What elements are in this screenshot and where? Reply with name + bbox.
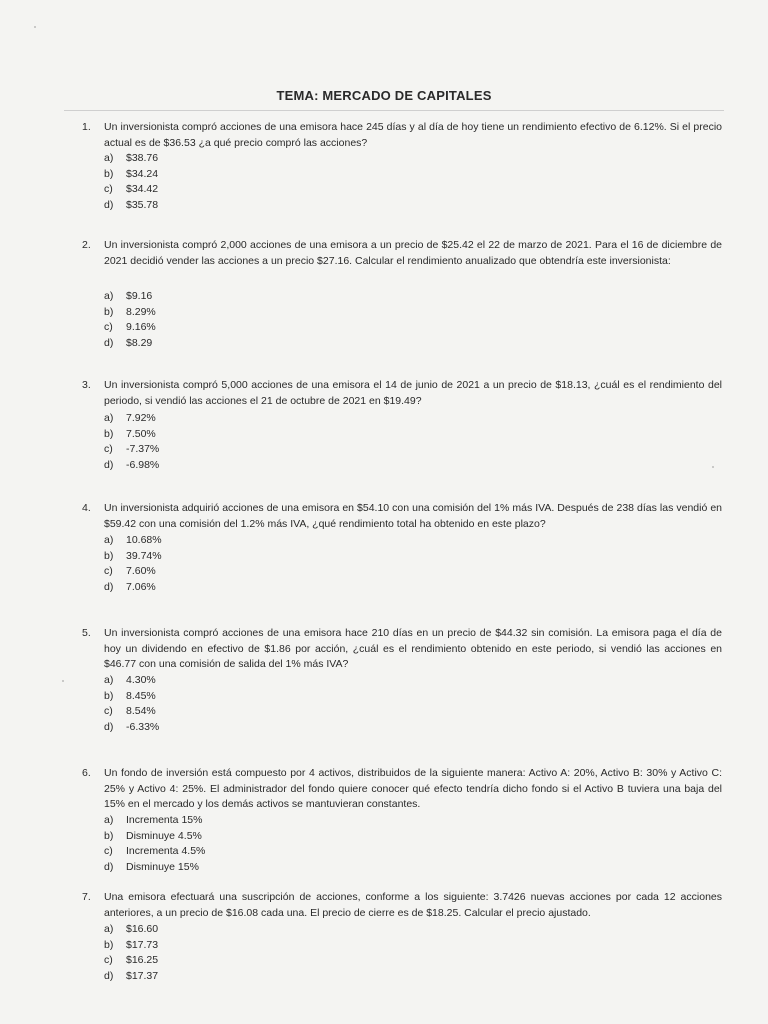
scan-speck — [62, 680, 64, 682]
option-text: $17.73 — [126, 938, 159, 951]
option-text: -6.33% — [126, 720, 160, 733]
question-number: 5. — [82, 627, 91, 639]
options-list — [104, 533, 162, 595]
option-text: 7.92% — [126, 412, 156, 424]
option-letter: c) — [104, 565, 113, 578]
option-text: 7.50% — [126, 427, 156, 440]
option-text: $8.29 — [126, 336, 153, 349]
option-text: 7.06% — [126, 580, 156, 593]
options-list — [104, 289, 156, 351]
option-text: $34.42 — [126, 183, 159, 196]
option-text: Disminuye 4.5% — [126, 829, 202, 842]
options-list — [104, 922, 158, 984]
option-c — [104, 953, 158, 969]
option-d — [104, 198, 158, 214]
option-text: 8.45% — [126, 689, 156, 702]
option-text: $9.16 — [126, 290, 153, 302]
option-text: $34.24 — [126, 167, 159, 180]
question-text: Un inversionista compró acciones de una emisora hace 210 días en un precio de $44.32 sin comisión. La emisora paga el día de hoy un dividendo en efectivo de $1.86 por acción, ¿cuál es el rendimiento obtenido en este periodo, si vendió las acciones en $46.77 con una comisión de salida del 1% más IVA? — [104, 627, 722, 671]
options-list — [104, 411, 159, 473]
option-letter: c) — [104, 705, 113, 718]
question-number: 2. — [82, 239, 91, 251]
option-b — [104, 829, 205, 845]
option-letter: a) — [104, 923, 114, 935]
option-a — [104, 533, 162, 549]
option-letter: a) — [104, 412, 114, 424]
option-d — [104, 580, 162, 596]
question-text: Una emisora efectuará una suscripción de acciones, conforme a los siguiente: 3.7426 nuevas acciones por cada 12 acciones anteriores, a un precio de $16.08 cada una. El precio de cierre es de $18.25. Calcular el precio ajustado. — [104, 891, 722, 919]
option-text: -7.37% — [126, 443, 160, 456]
option-text: -6.98% — [126, 458, 160, 471]
option-letter: c) — [104, 321, 113, 334]
question-number: 7. — [82, 891, 91, 903]
option-text: $16.25 — [126, 954, 159, 967]
option-c — [104, 320, 156, 336]
option-c — [104, 564, 162, 580]
option-c — [104, 182, 158, 198]
option-text: $35.78 — [126, 198, 159, 211]
title-divider — [64, 110, 724, 111]
option-text: 4.30% — [126, 674, 156, 686]
option-letter: b) — [104, 938, 114, 951]
option-letter: d) — [104, 720, 114, 733]
options-list — [104, 673, 159, 735]
question-number: 4. — [82, 502, 91, 514]
option-a — [104, 673, 159, 689]
option-letter: b) — [104, 305, 114, 318]
option-d — [104, 336, 156, 352]
option-d — [104, 860, 205, 876]
option-b — [104, 427, 159, 443]
option-text: Disminuye 15% — [126, 860, 199, 873]
option-letter: b) — [104, 549, 114, 562]
option-text: 7.60% — [126, 565, 156, 578]
option-letter: a) — [104, 814, 114, 826]
question-text: Un inversionista compró 2,000 acciones de una emisora a un precio de $25.42 el 22 de marzo de 2021. Para el 16 de diciembre de 2021 decidió vender las acciones a un precio $27.16. Calcular el rendimiento anualizado que obtendría este inversionista: — [104, 239, 722, 267]
page-title: TEMA: MERCADO DE CAPITALES — [276, 88, 492, 103]
option-letter: b) — [104, 689, 114, 702]
option-letter: b) — [104, 427, 114, 440]
question-number: 1. — [82, 121, 91, 133]
option-text: $17.37 — [126, 969, 159, 982]
option-letter: b) — [104, 167, 114, 180]
option-letter: b) — [104, 829, 114, 842]
question-text: Un inversionista compró 5,000 acciones de una emisora el 14 de junio de 2021 a un precio de $18.13, ¿cuál es el rendimiento del periodo, si vendió las acciones el 21 de octubre de 2021 en $19.49? — [104, 379, 722, 407]
option-a — [104, 151, 158, 167]
option-letter: d) — [104, 336, 114, 349]
option-letter: d) — [104, 458, 114, 471]
option-a — [104, 922, 158, 938]
option-b — [104, 689, 159, 705]
option-a — [104, 813, 205, 829]
option-a — [104, 411, 159, 427]
option-text: Incrementa 4.5% — [126, 845, 206, 858]
question-text: Un inversionista adquirió acciones de una emisora en $54.10 con una comisión del 1% más IVA. Después de 238 días las vendió en $59.42 con una comisión del 1.2% más IVA, ¿qué rendimiento total ha obtenido en este plazo? — [104, 502, 722, 530]
options-list — [104, 151, 158, 213]
option-letter: d) — [104, 969, 114, 982]
scan-speck — [34, 26, 36, 28]
option-text: Incrementa 15% — [126, 814, 203, 826]
option-text: $38.76 — [126, 152, 159, 164]
question-number: 6. — [82, 767, 91, 779]
option-letter: c) — [104, 443, 113, 456]
option-letter: c) — [104, 183, 113, 196]
option-d — [104, 458, 159, 474]
option-letter: d) — [104, 580, 114, 593]
options-list — [104, 813, 205, 875]
option-letter: a) — [104, 674, 114, 686]
option-c — [104, 442, 159, 458]
option-c — [104, 704, 159, 720]
question-number: 3. — [82, 379, 91, 391]
option-letter: a) — [104, 290, 114, 302]
option-a — [104, 289, 156, 305]
option-text: 8.54% — [126, 705, 156, 718]
scan-speck — [712, 466, 714, 468]
option-letter: a) — [104, 534, 114, 546]
option-letter: d) — [104, 198, 114, 211]
option-d — [104, 720, 159, 736]
option-text: 9.16% — [126, 321, 156, 334]
option-text: 10.68% — [126, 534, 162, 546]
option-letter: c) — [104, 954, 113, 967]
option-d — [104, 969, 158, 985]
option-b — [104, 305, 156, 321]
option-letter: d) — [104, 860, 114, 873]
option-letter: a) — [104, 152, 114, 164]
option-text: 39.74% — [126, 549, 162, 562]
option-b — [104, 167, 158, 183]
option-b — [104, 938, 158, 954]
option-text: 8.29% — [126, 305, 156, 318]
question-text: Un fondo de inversión está compuesto por 4 activos, distribuidos de la siguiente manera: Activo A: 20%, Activo B: 30% y Activo C: 25% y Activo 4: 25%. El administrador del fondo quiere conocer qué efecto tendría dicho fondo si el Activo B tuviera una baja del 15% en el mercado y los demás activos se mantuvieran constantes. — [104, 767, 722, 811]
option-text: $16.60 — [126, 923, 159, 935]
option-c — [104, 844, 205, 860]
option-letter: c) — [104, 845, 113, 858]
question-text: Un inversionista compró acciones de una emisora hace 245 días y al día de hoy tiene un rendimiento efectivo de 6.12%. Si el precio actual es de $36.53 ¿a qué precio compró las acciones? — [104, 121, 722, 149]
option-b — [104, 549, 162, 565]
